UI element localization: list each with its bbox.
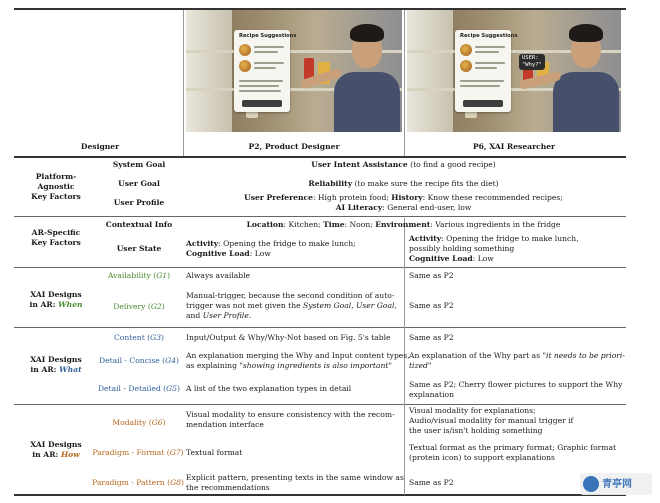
design-content <box>96 333 182 343</box>
pattern-name: Paradigm - Pattern ( <box>92 478 171 487</box>
user-goal-bold: Reliability <box>308 179 353 188</box>
design-delivery <box>96 302 182 312</box>
recipe-suggestions-card <box>455 30 518 112</box>
design-modality <box>96 418 182 428</box>
p2-activity-label: Activity <box>186 239 219 248</box>
recipe-card-title: Recipe Suggestions <box>460 33 518 39</box>
concise-code: G4 <box>165 356 177 365</box>
p6-availability: Same as P2 <box>409 271 454 280</box>
p2-availability: Always available <box>186 271 251 280</box>
platform-label-1: Platform- <box>35 172 77 181</box>
platform-label-3: Key Factors <box>31 192 81 201</box>
detailed-name: Detail - Detailed ( <box>97 384 167 393</box>
text-line <box>254 67 276 69</box>
watermark <box>580 473 652 495</box>
p6-concise-line2: tized" <box>409 361 432 370</box>
rule-what <box>14 327 626 328</box>
when-label-1: XAI Designs <box>30 290 82 299</box>
p6-modality-line1: Visual modality for explanations; <box>409 406 536 415</box>
delivery-l2b: , <box>351 301 357 310</box>
modality-name: Modality ( <box>112 418 152 427</box>
header-p6: P6, XAI Researcher <box>472 142 556 151</box>
text-line <box>475 46 505 48</box>
fridge-door <box>407 10 453 132</box>
content-name: Content ( <box>113 333 151 342</box>
text-line <box>239 85 279 87</box>
content-close: ) <box>161 333 164 342</box>
text-line <box>475 67 497 69</box>
delivery-l3b: . <box>248 311 252 320</box>
detailed-code: G5 <box>166 384 178 393</box>
watermark-logo-icon <box>583 476 599 492</box>
rule-how <box>14 404 626 405</box>
factor-user-profile: User Profile <box>113 198 165 207</box>
p2-concise-line1: An explanation merging the Why and Input content types, <box>186 351 410 360</box>
p2-delivery-line1: Manual-trigger, because the second condition of auto- <box>186 291 395 300</box>
delivery-name: Delivery ( <box>113 302 151 311</box>
p2-modality-line1: Visual modality to ensure consistency with the recom- <box>186 410 395 419</box>
rule-when <box>14 267 626 268</box>
concise-p2-l2i: "showing ingredients is also important" <box>239 361 392 370</box>
factor-system-goal: System Goal <box>112 160 166 169</box>
user-profile-line1 <box>186 193 621 203</box>
p2-activity-value: : Opening the fridge to make lunch; <box>218 239 356 248</box>
factor-user-goal: User Goal <box>118 179 160 188</box>
delivery-l3a: and <box>186 311 203 320</box>
availability-code: G1 <box>156 271 168 280</box>
dish-thumbnail <box>460 60 472 72</box>
design-paradigm-pattern <box>88 478 188 488</box>
person-hair <box>350 24 384 42</box>
location-value: : Kitchen; <box>283 220 324 229</box>
card-button <box>242 100 282 107</box>
person-hair <box>569 24 603 42</box>
column-divider-p2 <box>183 10 184 156</box>
availability-name: Availability ( <box>107 271 157 280</box>
p2-user-state-line1 <box>186 239 356 249</box>
recipe-card-title: Recipe Suggestions <box>239 33 297 39</box>
p2-delivery-line3 <box>186 311 251 321</box>
format-code: G7 <box>169 448 181 457</box>
delivery-l3i: User Profile <box>202 311 249 320</box>
card-button <box>463 100 503 107</box>
text-line <box>239 90 281 92</box>
p6-modality-line3: the user is/isn't holding something <box>409 426 543 435</box>
concise-p6-l1a: An explanation of the Why part as <box>409 351 543 360</box>
when-label-prefix: in AR: <box>29 300 59 309</box>
delivery-close: ) <box>161 302 165 311</box>
p6-detailed-line2: explanation <box>409 390 454 399</box>
text-line <box>475 62 505 64</box>
what-label-em: What <box>59 365 82 374</box>
environment-label: Environment <box>375 220 431 229</box>
how-label-em: How <box>60 450 80 459</box>
p2-user-state-line2 <box>186 249 271 259</box>
what-label-1: XAI Designs <box>30 355 82 364</box>
system-goal-bold: User Intent Assistance <box>311 160 408 169</box>
header-p2: P2, Product Designer <box>248 142 340 151</box>
delivery-l2i2: User Goal <box>356 301 395 310</box>
user-speech-bubble: USER: "Why?" <box>519 54 545 70</box>
recipe-suggestions-card <box>234 30 297 112</box>
ar-label-1: AR-Specific <box>31 228 81 237</box>
user-preference-label: User Preference <box>244 193 313 202</box>
text-line <box>254 51 278 53</box>
factor-user-state: User State <box>116 244 162 253</box>
format-close: ) <box>180 448 184 457</box>
dish-thumbnail <box>239 60 251 72</box>
ar-label-2: Key Factors <box>31 238 81 247</box>
design-paradigm-format <box>88 448 188 458</box>
p2-cognitive-load-value: : Low <box>249 249 271 258</box>
p6-modality-line2: Audio/visual modality for manual trigger if <box>409 416 574 425</box>
p2-pattern-line2: the recommendations <box>186 483 270 492</box>
column-divider-photos <box>404 10 405 156</box>
text-line <box>254 46 284 48</box>
location-label: Location <box>246 220 284 229</box>
delivery-l2i1: System Goal <box>303 301 352 310</box>
p2-cognitive-load-label: Cognitive Load <box>186 249 250 258</box>
contextual-info-value <box>186 220 621 230</box>
when-label-2 <box>14 300 98 310</box>
system-goal-value <box>186 160 621 170</box>
p6-delivery: Same as P2 <box>409 301 454 310</box>
environment-value: : Various ingredients in the fridge <box>430 220 561 229</box>
header-rule <box>14 156 626 158</box>
when-label-em: When <box>58 300 83 309</box>
fridge-door <box>186 10 232 132</box>
bottom-rule <box>14 494 626 496</box>
ai-literacy-label: AI Literacy <box>335 203 383 212</box>
person-body <box>334 72 400 132</box>
p6-format-line2: (protein icon) to support explanations <box>409 453 555 462</box>
text-line <box>254 62 284 64</box>
p6-detailed-line1: Same as P2; Cherry flower pictures to support the Why <box>409 380 623 389</box>
concise-p6-l1i: "it needs to be priori- <box>542 351 625 360</box>
p6-user-state-line2: possibly holding something <box>409 244 515 253</box>
p2-photo <box>186 10 402 132</box>
p6-cognitive-load-value: : Low <box>472 254 494 263</box>
text-line <box>475 51 499 53</box>
text-line <box>460 80 504 82</box>
delivery-code: G2 <box>150 302 162 311</box>
concise-close: ) <box>176 356 179 365</box>
what-label-prefix: in AR: <box>30 365 60 374</box>
p6-content: Same as P2 <box>409 333 454 342</box>
concise-name: Detail - Concise ( <box>98 356 166 365</box>
history-value: : Know these recommended recipes; <box>422 193 563 202</box>
ai-literacy-value: : General end-user, low <box>382 203 472 212</box>
detailed-close: ) <box>177 384 181 393</box>
p6-user-state-line1 <box>409 234 579 244</box>
rule-ar <box>14 216 626 217</box>
delivery-l2a: trigger was not met given the <box>186 301 304 310</box>
user-goal-rest: (to make sure the recipe fits the diet) <box>352 179 499 188</box>
design-detail-detailed <box>92 384 186 394</box>
pattern-close: ) <box>180 478 184 487</box>
person-body <box>553 72 619 132</box>
modality-code: G6 <box>151 418 163 427</box>
p2-pattern-line1: Explicit pattern, presenting texts in the same window as <box>186 473 404 482</box>
p6-concise-line1 <box>409 351 625 361</box>
p6-pattern: Same as P2 <box>409 478 454 487</box>
user-profile-line2 <box>186 203 621 213</box>
p2-modality-line2: mendation interface <box>186 420 264 429</box>
time-value: : Noon; <box>344 220 376 229</box>
p2-concise-line2 <box>186 361 392 371</box>
text-line <box>239 80 283 82</box>
dish-thumbnail <box>239 44 251 56</box>
watermark-text: 青亭网 <box>602 479 632 490</box>
p2-detailed: A list of the two explanation types in detail <box>186 384 352 393</box>
factor-contextual-info: Contextual Info <box>105 220 173 229</box>
format-name: Paradigm - Format ( <box>92 448 170 457</box>
p6-user-state-line3 <box>409 254 494 264</box>
text-line <box>460 85 500 87</box>
content-code: G3 <box>150 333 162 342</box>
how-label-1: XAI Designs <box>30 440 82 449</box>
p6-cognitive-load-label: Cognitive Load <box>409 254 473 263</box>
availability-close: ) <box>167 271 171 280</box>
p6-photo <box>407 10 621 132</box>
p6-format-line1: Textual format as the primary format; Graphic format <box>409 443 617 452</box>
system-goal-rest: (to find a good recipe) <box>407 160 496 169</box>
how-label-2 <box>14 450 98 460</box>
platform-label-2: Agnostic <box>37 182 75 191</box>
user-goal-value <box>186 179 621 189</box>
p2-format: Textual format <box>186 448 243 457</box>
user-preference-value: : High protein food; <box>312 193 392 202</box>
time-label: Time <box>323 220 345 229</box>
header-designer: Designer <box>80 142 120 151</box>
p6-activity-label: Activity <box>409 234 442 243</box>
p6-activity-value: : Opening the fridge to make lunch, <box>441 234 579 243</box>
p2-delivery-line2 <box>186 301 397 311</box>
history-label: History <box>391 193 423 202</box>
what-label-2 <box>14 365 98 375</box>
dish-thumbnail <box>460 44 472 56</box>
concise-p2-l2a: as explaining <box>186 361 240 370</box>
design-detail-concise <box>92 356 186 366</box>
delivery-l2c: , <box>394 301 397 310</box>
p2-content: Input/Output & Why/Why-Not based on Fig. 5's table <box>186 333 391 342</box>
modality-close: ) <box>162 418 166 427</box>
design-availability <box>96 271 182 281</box>
pattern-code: G8 <box>170 478 181 487</box>
how-label-prefix: in AR: <box>32 450 61 459</box>
